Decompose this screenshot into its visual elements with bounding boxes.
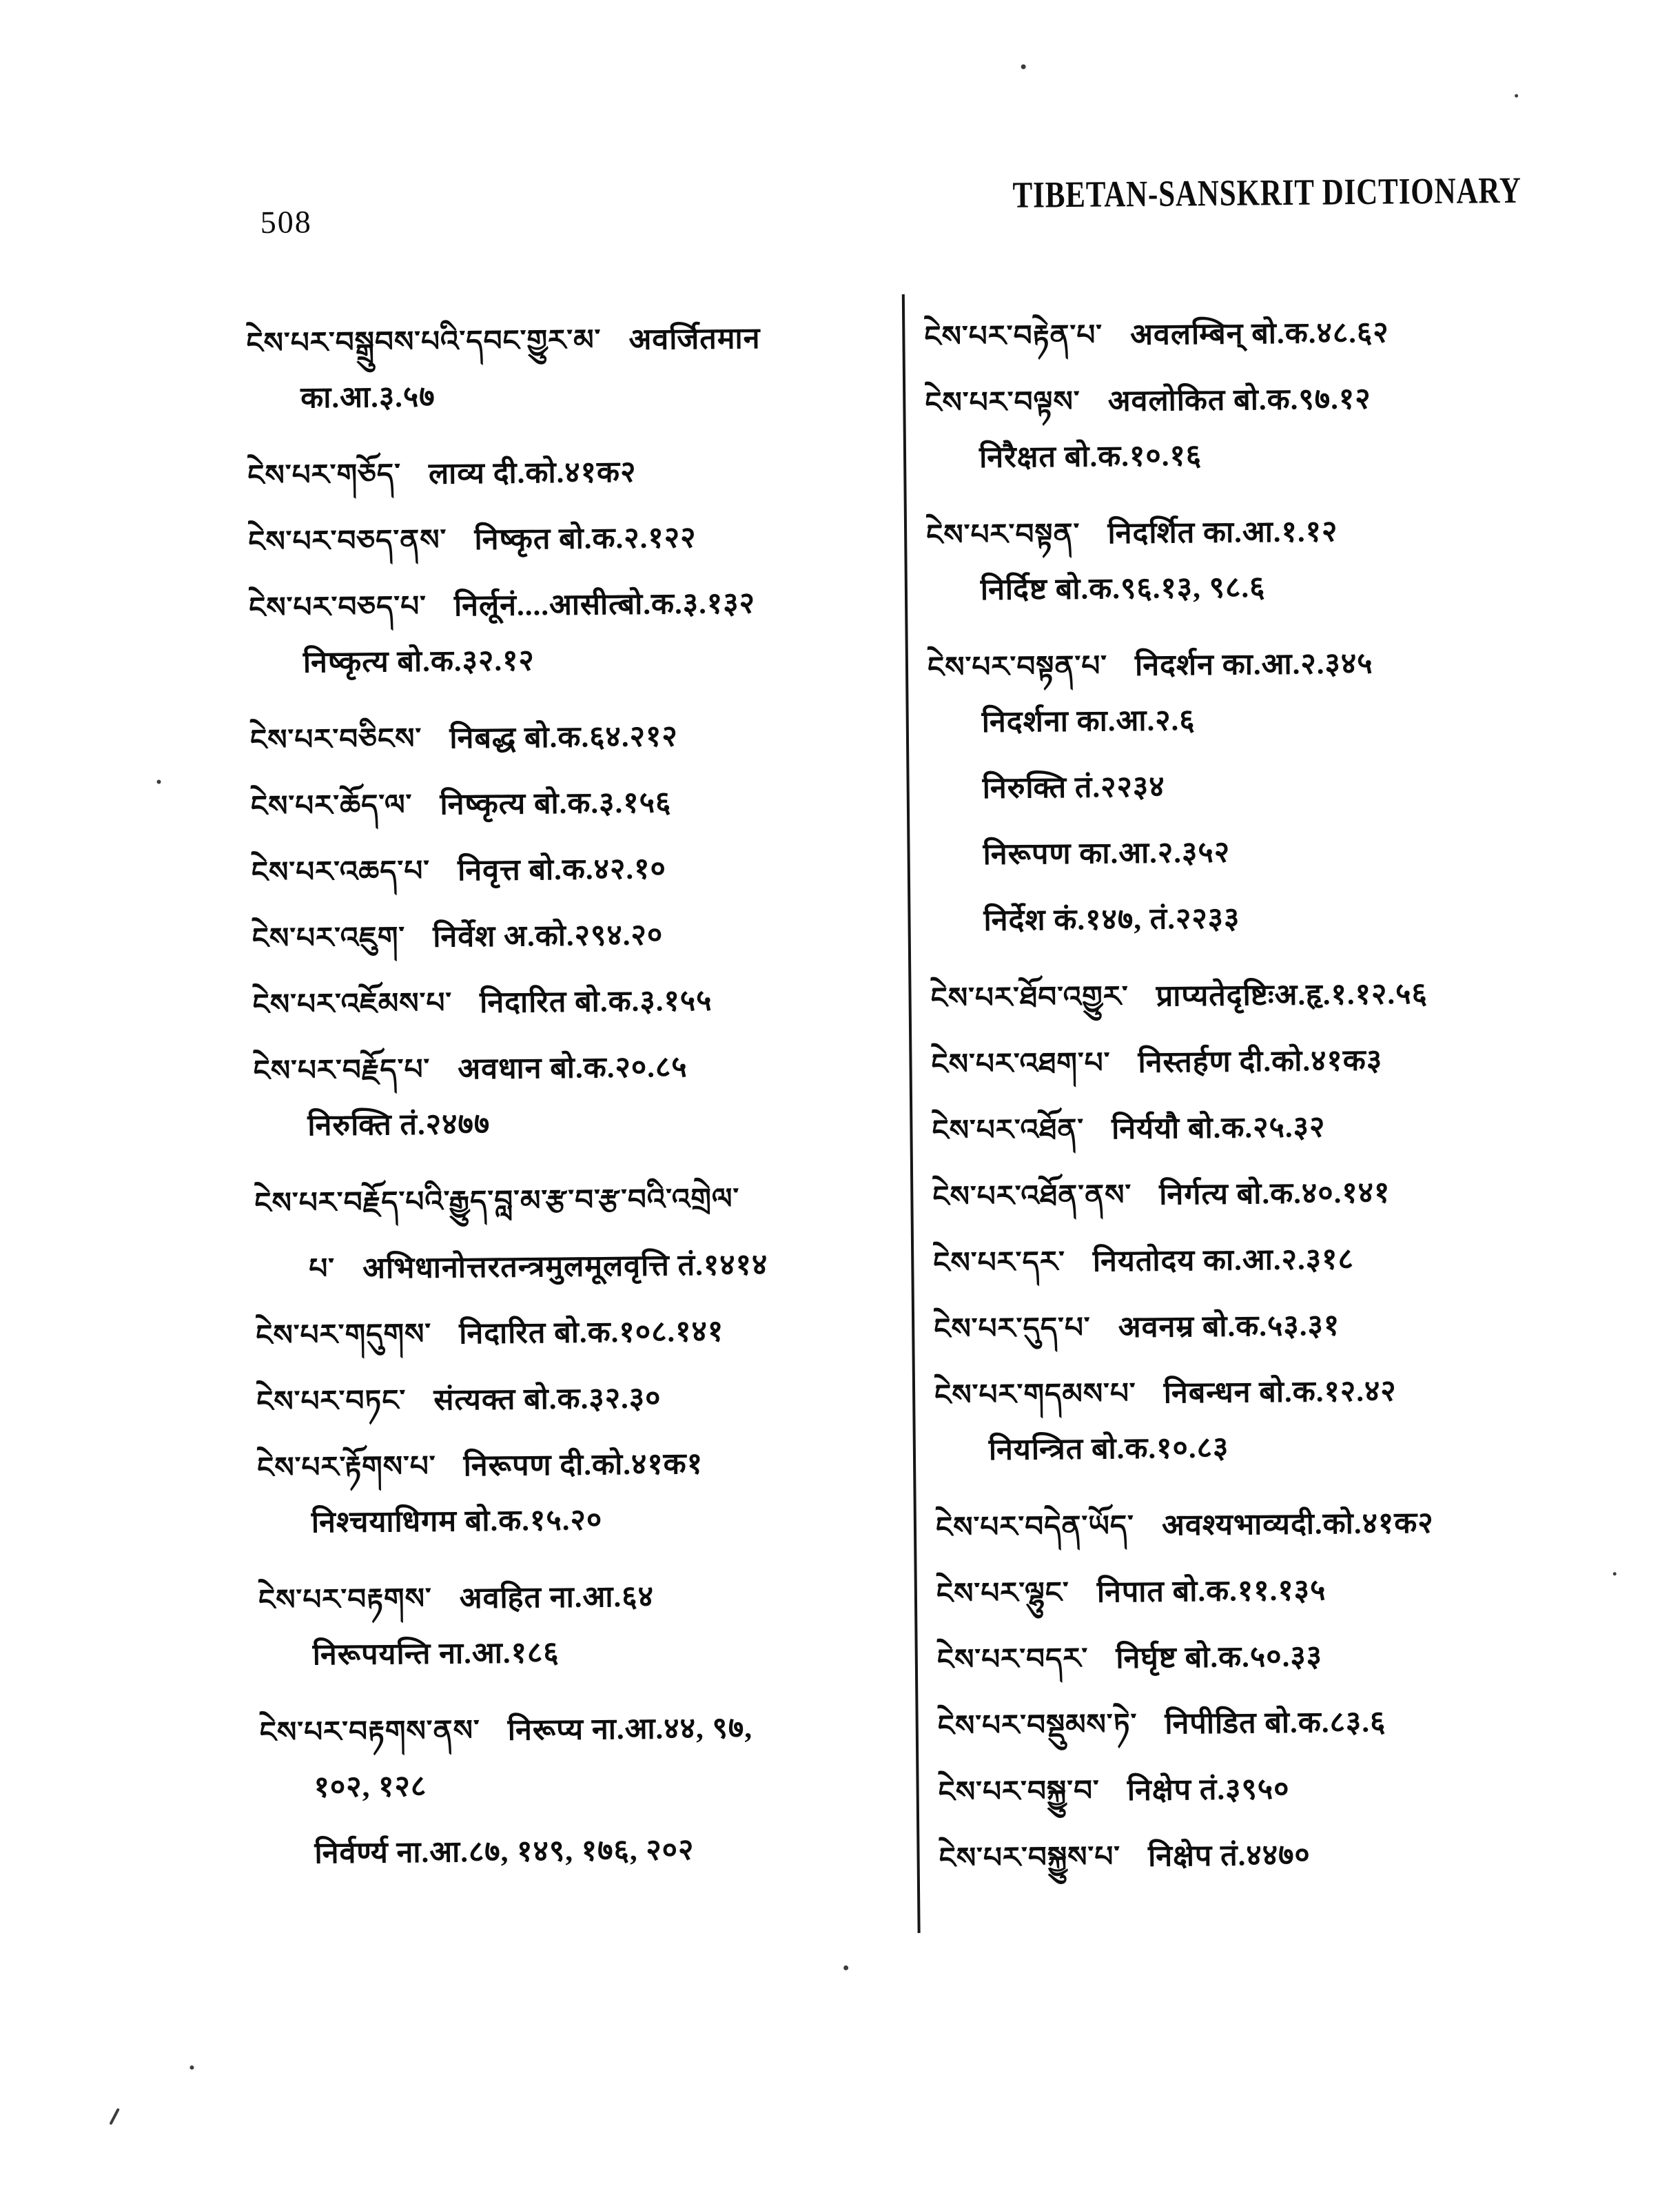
- sub-entry-line: [925, 429, 1615, 502]
- tibetan-headword: ངེས་པར་ཐོབ་འགྱུར་: [930, 979, 1129, 1015]
- entry-line: [933, 1223, 1623, 1296]
- scan-speck: [189, 2065, 194, 2070]
- entry-line: [253, 1032, 907, 1104]
- sanskrit-gloss: निदर्शन का.आ.२.३४५: [1134, 647, 1373, 682]
- tibetan-headword: ངེས་པར་གདུགས་: [256, 1316, 432, 1353]
- sub-entry-line: [258, 1495, 912, 1567]
- tibetan-headword: ངེས་པར་དུད་པ་: [933, 1310, 1091, 1346]
- tibetan-headword: ངེས་པར་འཇུག་: [252, 920, 406, 956]
- scan-speck: [1613, 1572, 1617, 1575]
- tibetan-headword: ངེས་པར་འཐོན་ནས་: [932, 1177, 1132, 1214]
- sanskrit-gloss: निरूप्य ना.आ.४४, ९७,: [507, 1712, 753, 1747]
- sanskrit-gloss: निर्देश कं.१४७, तं.२२३३: [983, 902, 1240, 937]
- sanskrit-gloss: नियतोदय का.आ.२.३१८: [1092, 1243, 1355, 1278]
- entry-line: [247, 436, 901, 509]
- tibetan-headword: ངེས་པར་ཆོད་ལ་: [250, 787, 413, 824]
- sanskrit-gloss: निरूपण दी.को.४१क१: [463, 1447, 704, 1483]
- sanskrit-gloss: प्राप्यतेदृष्टिःअ.हृ.१.१२.५६: [1156, 977, 1428, 1013]
- tibetan-headword: ངེས་པར་བརྟགས་: [258, 1581, 433, 1617]
- sanskrit-gloss: संत्यक्त बो.क.३२.३०: [433, 1382, 662, 1417]
- sanskrit-gloss: निदर्शित का.आ.१.१२: [1107, 515, 1338, 551]
- entry-line: [937, 1686, 1627, 1759]
- entry-line: [252, 965, 906, 1038]
- entry-line: [250, 767, 904, 839]
- sanskrit-gloss: निरैक्षत बो.क.१०.१६: [979, 439, 1202, 475]
- sanskrit-gloss: निरूपण का.आ.२.३५२: [983, 836, 1231, 871]
- entry-line: [250, 701, 904, 773]
- entry-line: [924, 297, 1614, 370]
- entry-line: [930, 959, 1620, 1032]
- sub-entry-line: [260, 1826, 914, 1898]
- tibetan-headword: ངེས་པར་བསྐྱུ་བ་: [938, 1773, 1100, 1809]
- sub-entry-line: [927, 562, 1617, 635]
- sanskrit-gloss: निश्चयाधिगम बो.क.१५.२०: [311, 1504, 603, 1540]
- entry-line: [251, 833, 905, 906]
- tibetan-headword: ངེས་པར་བཅིངས་: [249, 721, 422, 757]
- sanskrit-gloss: निर्लूनं....आसीत्बो.क.३.१३२: [453, 587, 756, 623]
- entry-line: [925, 363, 1615, 436]
- tibetan-headword: ངེས་པར་བཅད་ནས་: [247, 522, 447, 559]
- sanskrit-gloss: नियन्त्रित बो.क.१०.८३: [988, 1431, 1229, 1467]
- tibetan-headword: ངེས་པར་བདར་: [936, 1641, 1089, 1677]
- tibetan-headword: ངེས་པར་འཇོམས་པ་: [252, 985, 453, 1022]
- sanskrit-gloss: निर्घृष्ट बो.क.५०.३३: [1116, 1640, 1323, 1675]
- entry-line: [248, 502, 902, 575]
- tibetan-headword: ངེས་པར་བརྟགས་ནས་: [259, 1713, 481, 1750]
- entry-line: [256, 1296, 910, 1369]
- entry-line: [252, 899, 905, 972]
- sub-entry-line: [929, 826, 1619, 899]
- tibetan-headword: ངེས་པར་བརྗོད་པ་: [253, 1052, 431, 1088]
- sanskrit-gloss: निर्गत्य बो.क.४०.१४१: [1159, 1176, 1391, 1212]
- tibetan-headword: ངེས་པར་བཏང་: [256, 1383, 407, 1419]
- page-number: 508: [260, 204, 312, 241]
- tibetan-headword: ངེས་པར་རྟོགས་པ་: [256, 1449, 436, 1485]
- tibetan-headword: ངེས་པར་བསྒྲུབས་པའི་དབང་གྱུར་མ་: [246, 323, 602, 360]
- right-column: [924, 297, 1628, 1891]
- sanskrit-gloss: निष्कृत्य बो.क.३२.१२: [303, 644, 535, 679]
- entry-line: [934, 1356, 1624, 1429]
- sub-entry-line: [258, 1627, 912, 1699]
- entry-line: [932, 1091, 1621, 1164]
- tibetan-headword: ངེས་པར་བསྐྱུས་པ་: [939, 1839, 1121, 1875]
- tibetan-headword: ངེས་པར་གཅོད་: [247, 457, 402, 493]
- sanskrit-gloss: निरुक्ति तं.२२३४: [982, 770, 1165, 805]
- sanskrit-gloss: निस्तर्हण दी.को.४१क३: [1138, 1044, 1383, 1079]
- sanskrit-gloss: अभिधानोत्तरतन्त्रमुलमूलवृत्ति तं.१४१४: [362, 1249, 768, 1285]
- entry-line: [928, 628, 1617, 701]
- sanskrit-gloss: का.आ.३.५७: [300, 380, 436, 415]
- sanskrit-gloss: निदारित बो.क.३.१५५: [479, 984, 713, 1020]
- sanskrit-gloss: अवहित ना.आ.६४: [459, 1580, 655, 1615]
- sanskrit-gloss: अवलोकित बो.क.९७.१२: [1107, 382, 1371, 418]
- tibetan-headword: ངེས་པར་འཐོན་: [932, 1112, 1085, 1147]
- tibetan-headword: ངེས་པར་བསྡུམས་ཏེ་: [937, 1706, 1138, 1743]
- sanskrit-gloss: लाव्य दी.को.४१क२: [428, 456, 637, 491]
- sub-entry-line: [260, 1759, 914, 1832]
- left-column: [246, 304, 914, 1898]
- tibetan-headword: ངེས་པར་བརྟེན་པ་: [924, 318, 1103, 354]
- tibetan-headword: ངེས་པར་དར་: [933, 1244, 1066, 1280]
- sanskrit-gloss: निक्षेप तं.४४७०: [1147, 1839, 1311, 1873]
- sub-entry-line: [930, 892, 1619, 965]
- tibetan-headword: ངེས་པར་བལྟས་: [925, 384, 1080, 420]
- entry-line: [936, 1620, 1626, 1693]
- entry-line: [932, 1157, 1622, 1230]
- entry-line: [934, 1289, 1623, 1362]
- sanskrit-gloss: निर्वर्ण्य ना.आ.८७, १४९, १७६, २०२: [314, 1834, 695, 1870]
- tibetan-headword: ངེས་པར་གདམས་པ་: [934, 1376, 1136, 1412]
- sub-entry-line: [928, 760, 1618, 833]
- entry-line: [254, 1164, 908, 1236]
- entry-line: [259, 1693, 913, 1766]
- tibetan-headword: ངེས་པར་འཆད་པ་: [251, 853, 431, 890]
- tibetan-headword: ངེས་པར་ལྷུང་: [936, 1575, 1070, 1611]
- entry-line: [938, 1753, 1628, 1826]
- sub-entry-line: [254, 1098, 908, 1170]
- sanskrit-gloss: निष्कृत बो.क.२.१२२: [474, 521, 697, 557]
- entry-line: [936, 1488, 1626, 1561]
- sanskrit-gloss: निरूपयन्ति ना.आ.१८६: [312, 1636, 560, 1672]
- tibetan-headword: ངེས་པར་བསྟན་: [925, 516, 1080, 552]
- tibetan-headword: པ་: [309, 1251, 336, 1286]
- scan-speck: [1021, 64, 1026, 69]
- tibetan-headword: ངེས་པར་བདེན་ཡོད་: [935, 1508, 1135, 1544]
- sub-entry-line: [249, 635, 903, 707]
- scan-speck: [109, 2108, 120, 2125]
- sanskrit-gloss: निपात बो.क.११.१३५: [1096, 1574, 1326, 1609]
- scan-speck: [157, 779, 161, 784]
- sanskrit-gloss: अवश्यभाव्यदी.को.४१क२: [1161, 1506, 1434, 1542]
- entry-line: [926, 495, 1616, 569]
- sanskrit-gloss: निदर्शना का.आ.२.६: [981, 704, 1196, 739]
- sanskrit-gloss: निपीडित बो.क.८३.६: [1165, 1706, 1386, 1741]
- sub-entry-line: [928, 694, 1617, 767]
- entry-line: [931, 1025, 1621, 1098]
- sanskrit-gloss: १०२, १२८: [314, 1770, 427, 1804]
- scan-speck: [843, 1965, 848, 1970]
- entry-line: [249, 569, 903, 641]
- entry-line: [258, 1561, 912, 1633]
- entry-line: [256, 1362, 910, 1435]
- entry-line: [246, 304, 900, 376]
- tibetan-headword: ངེས་པར་བརྗོད་པའི་རྒྱུད་བླ་མ་རྩ་བ་རྩ་བའི་འགྲེལ་: [254, 1181, 740, 1220]
- entry-line: [936, 1554, 1626, 1627]
- entry-line: [257, 1429, 911, 1501]
- sanskrit-gloss: निर्ययौ बो.क.२५.३२: [1111, 1111, 1326, 1146]
- tibetan-headword: ངེས་པར་བཅད་པ་: [248, 589, 427, 625]
- tibetan-headword: ངེས་པར་བསྟན་པ་: [927, 648, 1108, 684]
- sanskrit-gloss: अवर्जितमान: [628, 323, 761, 356]
- sanskrit-gloss: निबन्धन बो.क.१२.४२: [1163, 1375, 1397, 1410]
- sanskrit-gloss: निबद्ध बो.क.६४.२१२: [449, 720, 678, 755]
- entry-line: [939, 1819, 1628, 1892]
- sanskrit-gloss: निर्वेश अ.को.२९४.२०: [433, 919, 664, 954]
- sanskrit-gloss: निष्कृत्य बो.क.३.१५६: [440, 786, 672, 821]
- sanskrit-gloss: अवलम्बिन् बो.क.४८.६२: [1129, 316, 1389, 351]
- sanskrit-gloss: निर्दिष्ट बो.क.९६.१३, ९८.६: [980, 571, 1266, 607]
- sanskrit-gloss: निक्षेप तं.३९५०: [1127, 1772, 1290, 1808]
- sanskrit-gloss: निदारित बो.क.१०८.१४१: [458, 1315, 724, 1351]
- sanskrit-gloss: अवनम्र बो.क.५३.३१: [1118, 1309, 1340, 1345]
- tibetan-headword: ངེས་པར་འཐག་པ་: [931, 1045, 1111, 1081]
- sanskrit-gloss: निरुक्ति तं.२४७७: [307, 1107, 491, 1143]
- sub-entry-line: [935, 1422, 1625, 1495]
- page-header-title: TIBETAN-SANSKRIT DICTIONARY: [1012, 169, 1522, 216]
- sanskrit-gloss: निवृत्त बो.क.४२.१०: [457, 852, 667, 888]
- scan-speck: [1515, 94, 1518, 97]
- sanskrit-gloss: अवधान बो.क.२०.८५: [458, 1051, 688, 1086]
